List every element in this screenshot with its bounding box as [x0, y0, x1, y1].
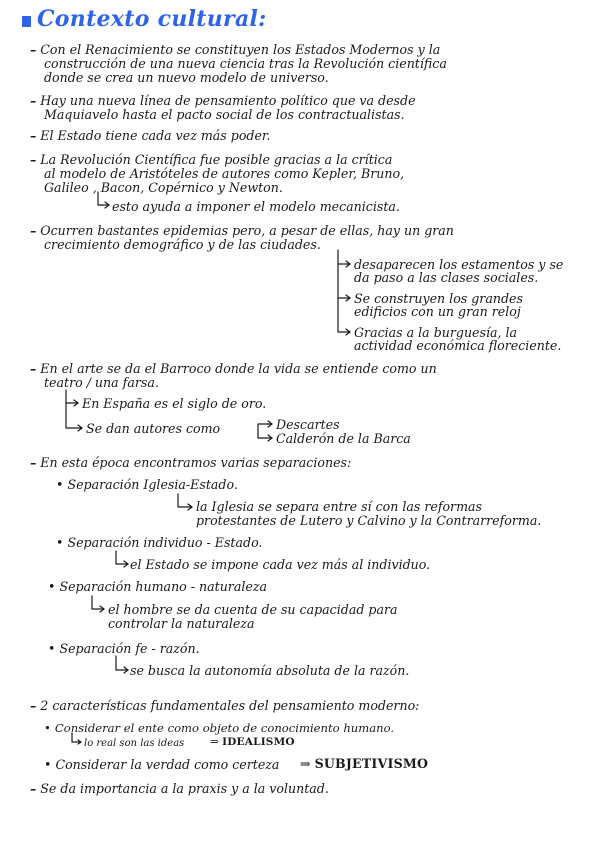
note-line: crecimiento demográfico y de las ciudades. [44, 237, 321, 252]
note-line: desaparecen los estamentos y se [354, 257, 564, 272]
arrow-head-icon [346, 261, 350, 267]
note-text: El Estado tiene cada vez más poder. [40, 128, 271, 143]
note-text: Con el Renacimiento se constituyen los Estados Modernos y la [40, 42, 441, 57]
note-line: la Iglesia se separa entre sí con las reformas [196, 499, 482, 514]
arrow-icon [338, 250, 350, 264]
note-text: Separación individuo - Estado. [67, 535, 263, 550]
dash-icon: – [30, 455, 37, 470]
note-line: Gracias a la burguesía, la [354, 325, 518, 340]
arrow-icon [66, 390, 78, 403]
arrow-head-icon [346, 295, 350, 301]
arrow-head-icon [74, 400, 78, 406]
arrow-icon [258, 424, 272, 430]
note-text: En el arte se da el Barroco donde la vida se entiende como un [40, 361, 437, 376]
arrow-head-icon [78, 740, 81, 744]
note-line: controlar la naturaleza [108, 616, 255, 631]
dash-icon: – [30, 42, 37, 57]
arrow-head-icon [188, 504, 192, 510]
note-line: esto ayuda a imponer el modelo mecanicista. [112, 199, 400, 214]
note-text: Considerar el ente como objeto de conocimiento humano. [54, 721, 395, 735]
arrow-icon [178, 494, 192, 507]
arrow-head-icon [124, 561, 128, 567]
note-line: Maquiavelo hasta el pacto social de los contractualistas. [44, 107, 405, 122]
note-line: se busca la autonomía absoluta de la razón. [130, 663, 410, 678]
note-line [30, 362, 437, 375]
note-text: Considerar la verdad como certeza [55, 757, 280, 772]
note-text: Ocurren bastantes epidemias pero, a pesar de ellas, hay un gran [40, 223, 454, 238]
idealismo-label: IDEALISMO [222, 736, 295, 748]
note-line: lo real son las ideas [84, 738, 185, 749]
note-line: actividad económica floreciente. [354, 338, 562, 353]
dot-bullet-icon: • [56, 477, 64, 492]
note-line [30, 699, 419, 712]
note-text: La Revolución Científica fue posible gracias a la crítica [40, 152, 393, 167]
subjetivismo-label: SUBJETIVISMO [314, 756, 429, 771]
note-line: el Estado se impone cada vez más al individuo. [130, 557, 431, 572]
title-row [22, 4, 267, 34]
note-line [210, 736, 295, 749]
note-text: Se da importancia a la praxis y a la voluntad. [40, 781, 329, 796]
arrow-head-icon [78, 425, 82, 431]
arrow-icon [92, 596, 104, 609]
arrow-head-icon [105, 202, 109, 208]
note-text: Separación fe - razón. [59, 641, 200, 656]
dot-bullet-icon: • [44, 757, 52, 772]
note-line [44, 722, 394, 735]
arrow-icon [258, 430, 272, 438]
arrow-icon [116, 656, 128, 670]
note-line: Se dan autores como [86, 421, 221, 436]
note-text: Separación humano - naturaleza [59, 579, 267, 594]
note-text: Hay una nueva línea de pensamiento político que va desde [40, 93, 416, 108]
arrow-head-icon [124, 667, 128, 673]
dot-bullet-icon: • [44, 721, 51, 735]
arrow-icon [116, 551, 128, 564]
note-line: protestantes de Lutero y Calvino y la Contrarreforma. [196, 513, 542, 528]
note-line: Calderón de la Barca [276, 431, 411, 446]
note-line: el hombre se da cuenta de su capacidad para [108, 602, 398, 617]
note-text: 2 características fundamentales del pensamiento moderno: [40, 698, 420, 713]
dash-icon: – [30, 128, 37, 143]
note-line: Galileo , Bacon, Copérnico y Newton. [44, 180, 283, 195]
note-line [44, 758, 279, 771]
dash-icon: – [30, 698, 37, 713]
arrow-head-icon [268, 421, 272, 427]
note-line [30, 43, 440, 56]
arrow-head-icon [268, 435, 272, 441]
dash-icon: – [30, 781, 37, 796]
note-line [48, 642, 200, 655]
note-line [56, 478, 238, 491]
dash-icon: – [30, 93, 37, 108]
implies-icon: ⇒ [210, 736, 223, 748]
dot-bullet-icon: • [48, 641, 56, 656]
note-line [30, 153, 392, 166]
arrow-head-icon [346, 329, 350, 335]
note-line [30, 129, 271, 142]
arrow-icon [66, 403, 82, 428]
note-line: Descartes [276, 417, 340, 432]
note-line [300, 757, 428, 770]
note-line: Se construyen los grandes [354, 291, 523, 306]
note-line: construcción de una nueva ciencia tras la Revolución científica [44, 56, 447, 71]
implies-icon: ⇒ [300, 756, 315, 771]
dash-icon: – [30, 223, 37, 238]
page-title: Contexto cultural: [37, 6, 267, 32]
arrow-icon [338, 264, 350, 298]
note-line: edificios con un gran reloj [354, 304, 521, 319]
dash-icon: – [30, 152, 37, 167]
note-text: En esta época encontramos varias separaciones: [40, 455, 352, 470]
note-line: al modelo de Aristóteles de autores como Kepler, Bruno, [44, 166, 405, 181]
arrow-head-icon [100, 606, 104, 612]
note-line [30, 224, 454, 237]
note-line [56, 536, 262, 549]
bullet-square-icon [22, 16, 31, 27]
note-line: da paso a las clases sociales. [354, 270, 539, 285]
note-line: teatro / una farsa. [44, 375, 159, 390]
note-line: En España es el siglo de oro. [82, 396, 267, 411]
note-line [30, 94, 416, 107]
note-line [30, 456, 351, 469]
dash-icon: – [30, 361, 37, 376]
note-text: Separación Iglesia-Estado. [67, 477, 238, 492]
note-line [30, 782, 329, 795]
note-line: donde se crea un nuevo modelo de universo. [44, 70, 329, 85]
dot-bullet-icon: • [48, 579, 56, 594]
arrow-icon [338, 298, 350, 332]
note-line [48, 580, 267, 593]
dot-bullet-icon: • [56, 535, 64, 550]
